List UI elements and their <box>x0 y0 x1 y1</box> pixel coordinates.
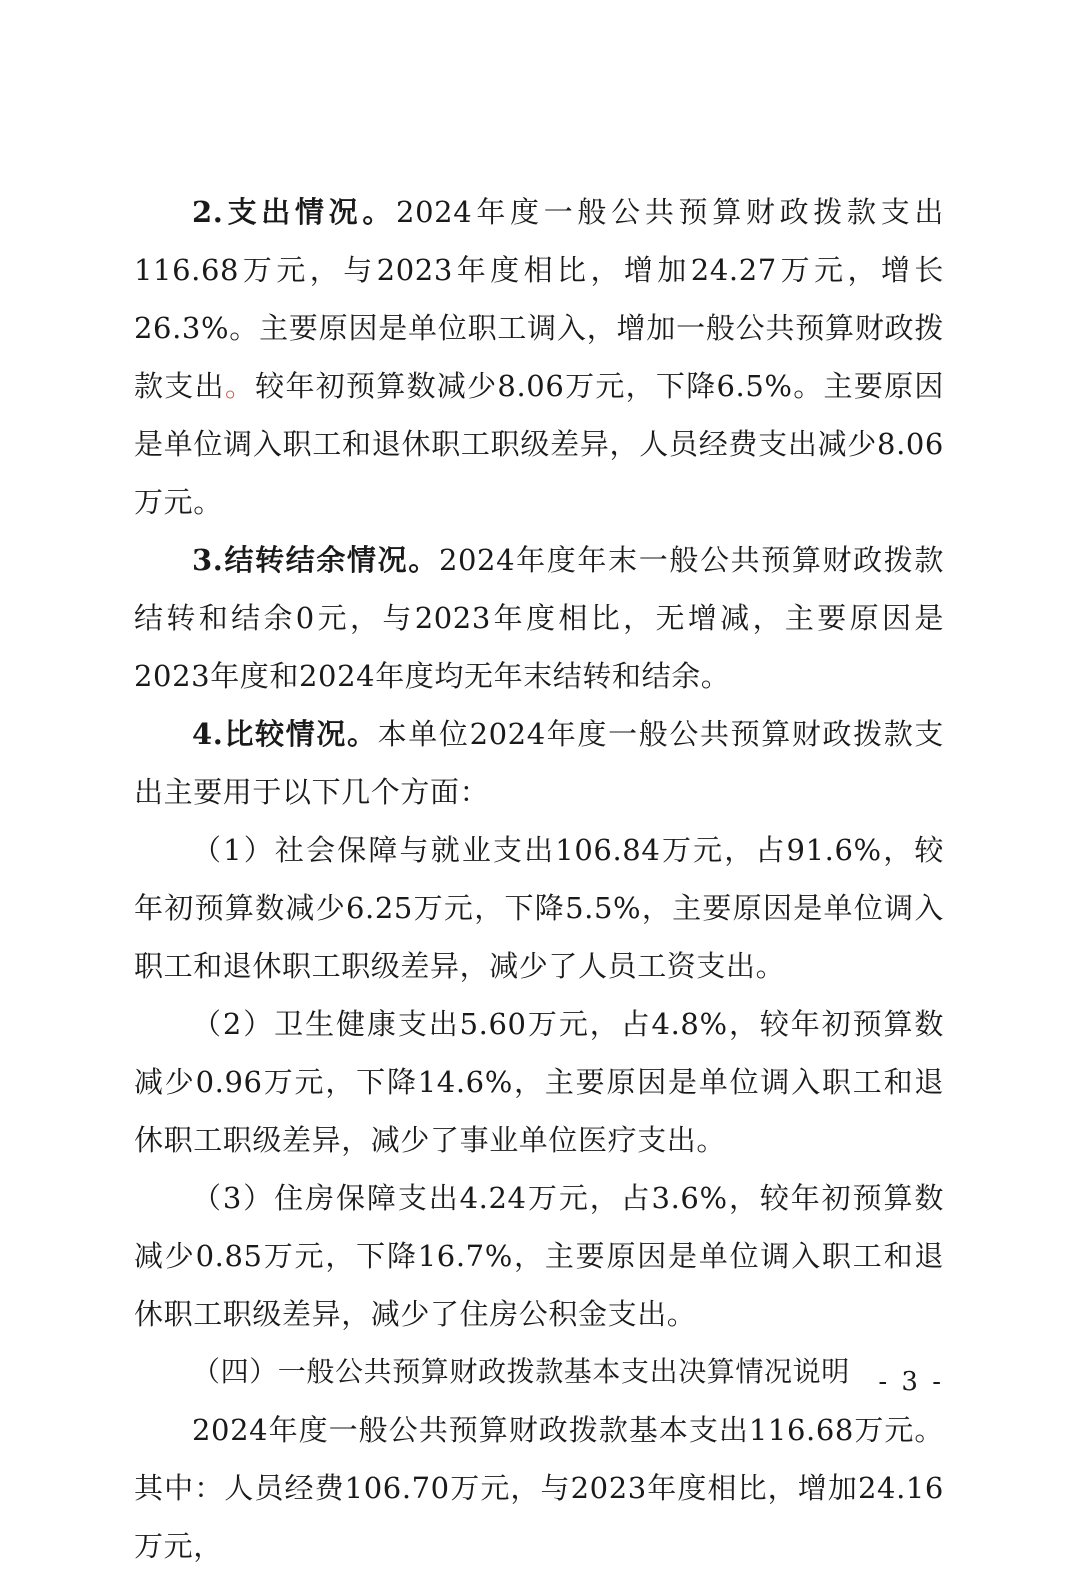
red-punctuation-mark: 。 <box>224 369 256 403</box>
list-item-housing <box>134 1169 944 1343</box>
paragraph-text: （1）社会保障与就业支出106.84万元，占91.6%，较年初预算数减少6.25万元，下降5.5%，主要原因是单位调入职工和退休职工职级差异，减少了人员工资支出。 <box>134 833 944 983</box>
paragraph-expenditure <box>134 183 944 531</box>
paragraph-text: 2024年度年末一般公共预算财政拨款结转和结余0元，与2023年度相比，无增减，主要原因是2023年度和2024年度均无年末结转和结余。 <box>134 543 944 693</box>
document-body <box>134 183 944 1575</box>
list-item-health <box>134 995 944 1169</box>
section-heading: （四）一般公共预算财政拨款基本支出决算情况说明 <box>192 1355 850 1388</box>
paragraph-text: 2024年度一般公共预算财政拨款支出116.68万元，与2023年度相比，增加24.27万元，增长26.3%。主要原因是单位职工调入，增加一般公共预算财政拨款支出 <box>134 195 944 403</box>
paragraph-heading: 2.支出情况。 <box>192 195 397 229</box>
paragraph-text: 2024年度一般公共预算财政拨款基本支出116.68万元。其中：人员经费106.70万元，与2023年度相比，增加24.16万元， <box>134 1413 944 1563</box>
paragraph-text: 本单位2024年度一般公共预算财政拨款支出主要用于以下几个方面： <box>134 717 944 809</box>
paragraph-heading: 3.结转结余情况。 <box>192 543 439 577</box>
paragraph-carryover <box>134 531 944 705</box>
page-number: - 3 - <box>878 1367 944 1397</box>
paragraph-comparison <box>134 705 944 821</box>
paragraph-text-continued: 较年初预算数减少8.06万元，下降6.5%。主要原因是单位调入职工和退休职工职级差异，人员经费支出减少8.06万元。 <box>134 369 944 519</box>
paragraph-basic-expenditure <box>134 1401 944 1575</box>
paragraph-text: （2）卫生健康支出5.60万元，占4.8%，较年初预算数减少0.96万元，下降14.6%，主要原因是单位调入职工和退休职工职级差异，减少了事业单位医疗支出。 <box>134 1007 944 1157</box>
list-item-social-security <box>134 821 944 995</box>
paragraph-heading: 4.比较情况。 <box>192 717 378 751</box>
paragraph-text: （3）住房保障支出4.24万元，占3.6%，较年初预算数减少0.85万元，下降16.7%，主要原因是单位调入职工和退休职工职级差异，减少了住房公积金支出。 <box>134 1181 944 1331</box>
